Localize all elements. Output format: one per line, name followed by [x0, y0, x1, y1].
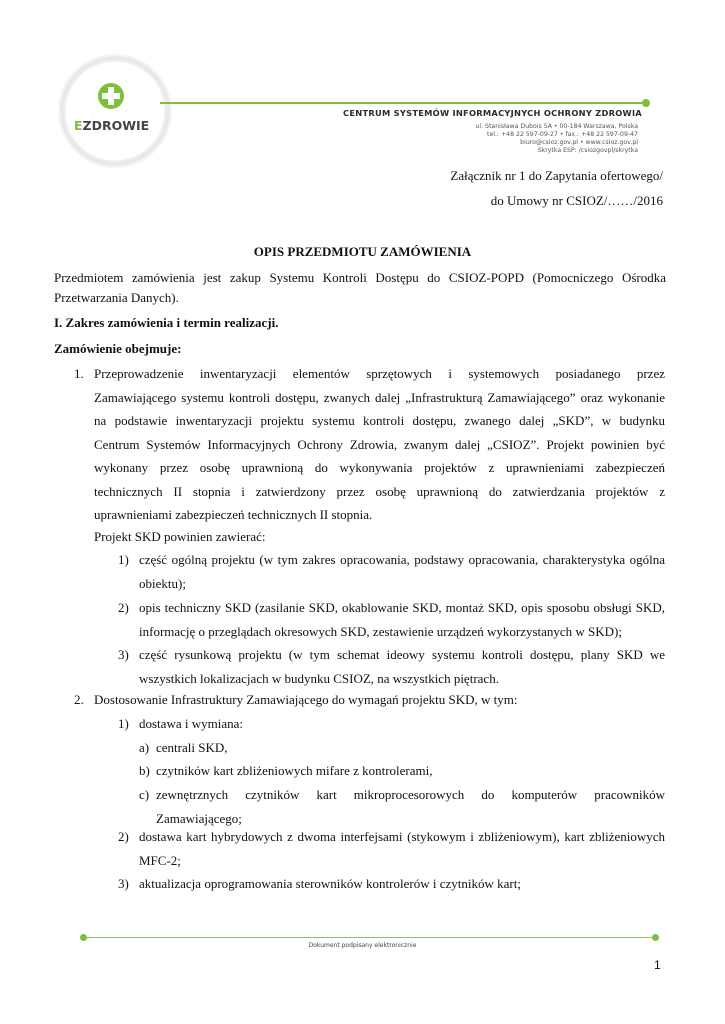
sub-item-text	[139, 827, 665, 874]
letter-item-line: zewnętrznych czytników kart mikroprocesorowych do komputerów pracowników	[156, 787, 665, 802]
sub-item-line: część rysunkową projektu (w tym schemat ideowy systemu kontroli dostępu, plany SKD we	[139, 647, 665, 662]
intro-paragraph	[54, 268, 666, 308]
ezdrowie-logo-graphic	[56, 52, 174, 170]
sub-item-text: aktualizacja oprogramowania sterowników kontrolerów i czytników kart;	[139, 876, 521, 891]
item-number: 1.	[74, 366, 84, 381]
letter-marker: b)	[139, 763, 150, 778]
sub-item-text	[139, 598, 665, 645]
letter-marker: c)	[139, 787, 150, 802]
item-1-line: na podstawie inwentaryzacji projektu systemu kontroli dostępu, zwanego dalej „SKD”, w budynku	[94, 413, 665, 428]
footer-rule-dot	[80, 934, 87, 941]
logo-zdrowie: ZDROWIE	[82, 118, 150, 133]
item-1-line: uprawnieniami zabezpieczeń technicznych II stopnia.	[94, 507, 373, 522]
letter-item-line: Zamawiającego;	[156, 810, 242, 826]
item-2-text: Dostosowanie Infrastruktury Zamawiającego do wymagań projektu SKD, w tym:	[94, 692, 518, 707]
sub-item-line: wszystkich lokalizacjach w budynku CSIOZ, na wszystkich piętrach.	[139, 670, 499, 686]
header-rule	[160, 102, 645, 104]
sub-number: 1)	[118, 716, 129, 731]
letter-item-text	[156, 785, 665, 832]
intro-line: Przedmiotem zamówienia jest zakup Systemu Kontroli Dostępu do CSIOZ-POPD (Pomocniczego Ośrodka	[54, 270, 666, 285]
item-1-line: Przeprowadzenie inwentaryzacji elementów sprzętowych i systemowych posiadanego przez	[94, 366, 665, 381]
includes-heading: Zamówienie obejmuje:	[54, 341, 182, 356]
item-1-text	[94, 364, 665, 529]
footer-rule	[84, 937, 656, 938]
sub-item-line: obiektu);	[139, 575, 186, 591]
letter-item-text: centrali SKD,	[156, 740, 228, 755]
sub-number: 2)	[118, 829, 129, 844]
sub-number: 1)	[118, 552, 129, 567]
sub-item-line: MFC-2;	[139, 852, 181, 868]
page-number: 1	[654, 958, 661, 972]
intro-line: Przetwarzania Danych).	[54, 290, 179, 305]
email-line: biuro@csioz.gov.pl • www.csioz.gov.pl	[520, 139, 638, 146]
phone-line: tel.: +48 22 597-09-27 • fax.: +48 22 597-09-47	[487, 131, 638, 138]
signature-note: Dokument podpisany elektronicznie	[308, 942, 417, 949]
annex-line-1: Załącznik nr 1 do Zapytania ofertowego/	[450, 168, 663, 183]
item-1-line: Zamawiającego systemu kontroli dostępu, zwanych dalej „Infrastrukturą Zamawiającego” oraz wykonanie	[94, 389, 665, 405]
logo-e: E	[74, 118, 83, 133]
letter-item-text: czytników kart zbliżeniowych mifare z kontrolerami,	[156, 763, 433, 778]
organization-name: CENTRUM SYSTEMÓW INFORMACYJNYCH OCHRONY ZDROWIA	[343, 108, 642, 118]
logo-wordmark	[74, 118, 149, 133]
sub-item-text: dostawa i wymiana:	[139, 716, 243, 731]
address-line: ul. Stanisława Dubois 5A • 00-184 Warszawa, Polska	[475, 123, 638, 130]
annex-line-2: do Umowy nr CSIOZ/……/2016	[490, 193, 663, 208]
sub-item-line: informację o przeglądach okresowych SKD, zestawienie urządzeń wykorzystanych w SKD);	[139, 623, 622, 639]
section-heading: I. Zakres zamówienia i termin realizacji.	[54, 315, 279, 330]
sub-number: 2)	[118, 600, 129, 615]
item-1-line: Centrum Systemów Informacyjnych Ochrony Zdrowia, zwanym dalej „CSIOZ”. Projekt powinien być	[94, 436, 665, 452]
item-number: 2.	[74, 692, 84, 707]
sub-number: 3)	[118, 647, 129, 662]
sub-item-line: dostawa kart hybrydowych z dwoma interfejsami (stykowym i zbliżeniowym), kart zbliżeniowych	[139, 829, 665, 844]
item-1-line: wykonany przez osobę uprawnioną do wykonywania projektów z uprawnieniami zabezpieczeń	[94, 460, 665, 475]
ezdrowie-logo	[56, 52, 174, 170]
letter-marker: a)	[139, 740, 150, 755]
footer-rule-dot	[652, 934, 659, 941]
sub-number: 3)	[118, 876, 129, 891]
header-rule-dot	[642, 99, 650, 107]
sub-item-line: opis techniczny SKD (zasilanie SKD, okablowanie SKD, montaż SKD, opis sposobu obsługi SKD,	[139, 600, 665, 615]
sub-item-text	[139, 550, 665, 597]
sub-item-text	[139, 645, 665, 692]
sub-item-line: część ogólną projektu (w tym zakres opracowania, podstawy opracowania, charakterystyka ogólna	[139, 552, 665, 567]
skd-intro: Projekt SKD powinien zawierać:	[94, 529, 266, 544]
document-title: OPIS PRZEDMIOTU ZAMÓWIENIA	[253, 244, 472, 259]
item-1-line: technicznych II stopnia i zatwierdzony przez osobę uprawnioną do zatwierdzania projektów z	[94, 483, 665, 499]
epuap-line: Skrytka ESP: /csiozgovpl/skrytka	[537, 147, 638, 154]
